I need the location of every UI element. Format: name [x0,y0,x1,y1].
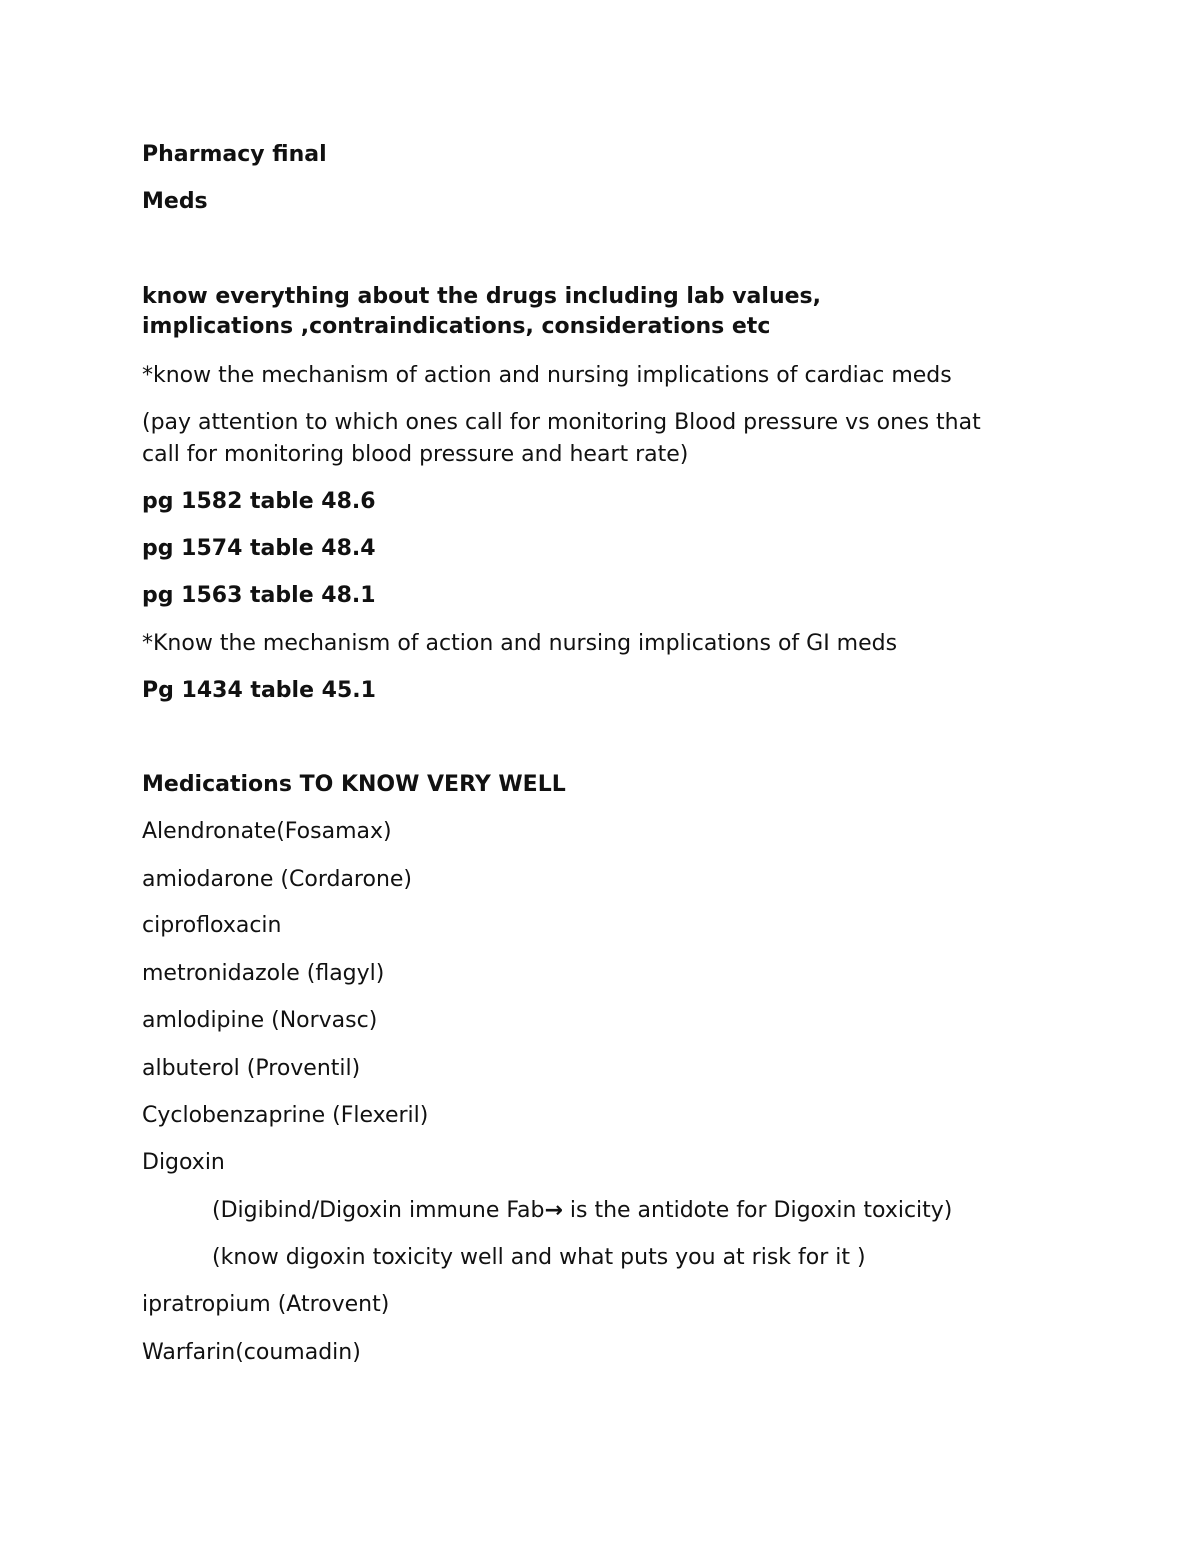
pay-attention-line-1: (pay attention to which ones call for monitoring Blood pressure vs ones that [142,410,981,435]
med-item: amiodarone (Cordarone) [142,867,413,892]
intro-line-2: implications ,contraindications, considerations etc [142,314,771,339]
table-ref-gi: Pg 1434 table 45.1 [142,678,376,703]
doc-title: Pharmacy final [142,142,327,167]
meds-heading: Medications TO KNOW VERY WELL [142,772,566,797]
cardiac-note: *know the mechanism of action and nursing implications of cardiac meds [142,363,952,388]
table-ref-cardiac-2: pg 1574 table 48.4 [142,536,376,561]
med-item: metronidazole (flagyl) [142,961,385,986]
right-arrow-icon: → [544,1198,563,1223]
digoxin-antidote-text-end: is the antidote for Digoxin toxicity) [562,1198,953,1223]
med-item: albuterol (Proventil) [142,1056,361,1081]
table-ref-cardiac-3: pg 1563 table 48.1 [142,583,376,608]
doc-subtitle: Meds [142,189,208,214]
med-item: ciprofloxacin [142,913,282,938]
digoxin-antidote-note [212,1195,952,1227]
pay-attention-line-2: call for monitoring blood pressure and heart rate) [142,442,689,467]
med-item: Cyclobenzaprine (Flexeril) [142,1103,429,1128]
digoxin-antidote-text: (Digibind/Digoxin immune Fab [212,1198,545,1223]
med-item: ipratropium (Atrovent) [142,1292,390,1317]
med-item: Warfarin(coumadin) [142,1340,361,1365]
intro-line-1: know everything about the drugs including lab values, [142,284,821,309]
gi-note: *Know the mechanism of action and nursing implications of GI meds [142,631,898,656]
med-item: amlodipine (Norvasc) [142,1008,378,1033]
table-ref-cardiac-1: pg 1582 table 48.6 [142,489,376,514]
digoxin-toxicity-note: (know digoxin toxicity well and what puts you at risk for it ) [212,1245,866,1270]
med-item: Digoxin [142,1150,225,1175]
med-item: Alendronate(Fosamax) [142,819,392,844]
